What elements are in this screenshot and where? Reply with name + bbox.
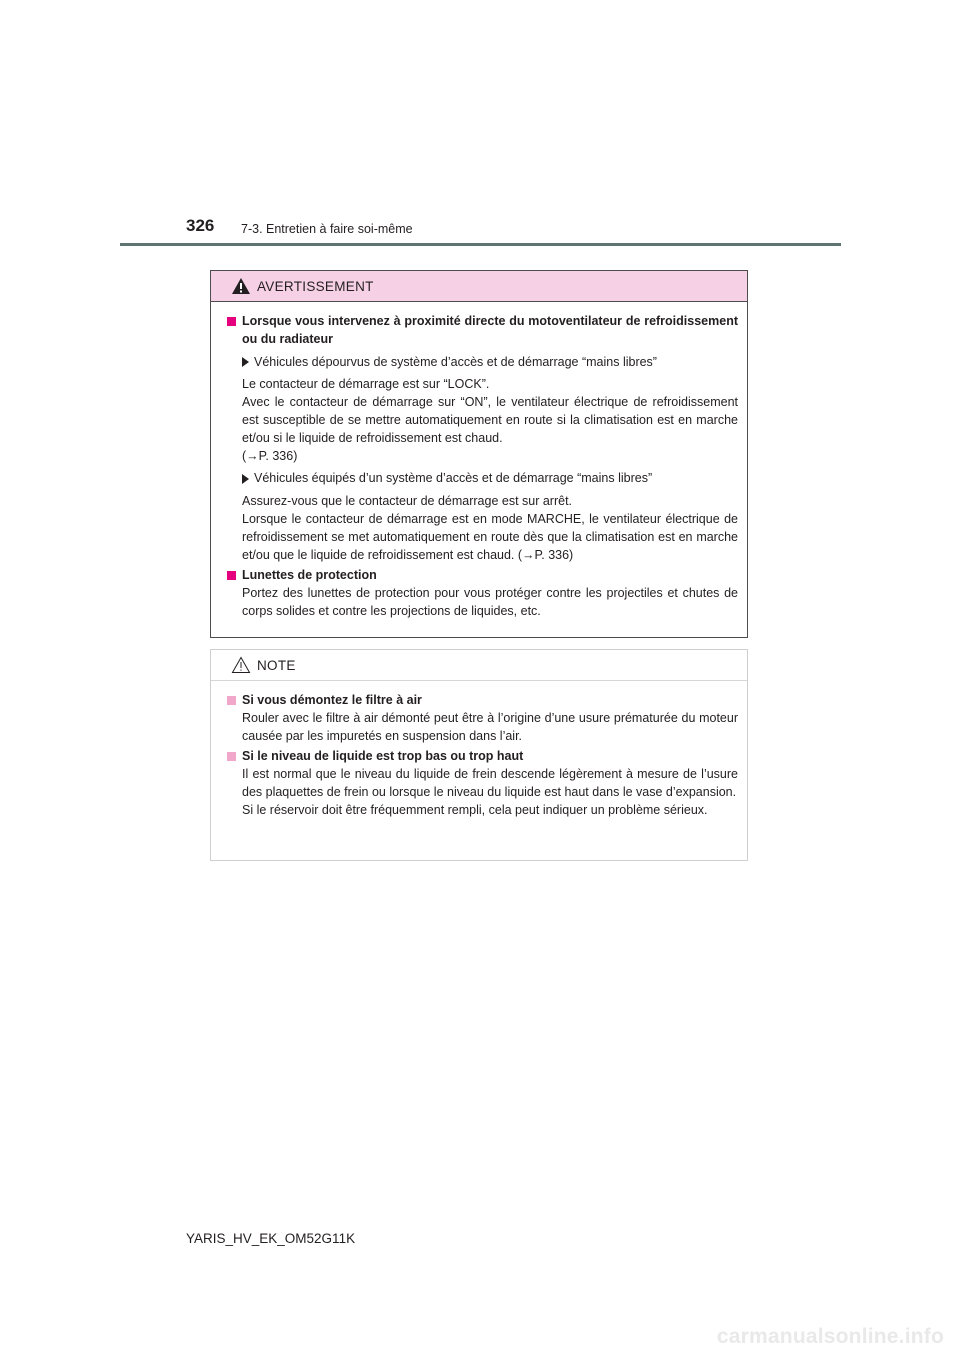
paragraph: Portez des lunettes de protection pour vous protéger contre les projectiles et chutes de corps solides et contre les projections de liquides, etc.	[242, 586, 738, 618]
note-item-title: Si vous démontez le filtre à air	[227, 692, 738, 710]
paragraph: Il est normal que le niveau du liquide de frein descende légèrement à mesure de l’usure des plaquettes de frein ou lorsque le niveau du liquide est haut dans le vase d’expansion. Si le réservoir doit être fréquemment rempli, cela peut indiquer un problème sérieux.	[242, 767, 738, 817]
warning-box	[210, 270, 748, 638]
square-bullet-icon	[227, 317, 236, 326]
warning-header	[211, 271, 747, 302]
note-body	[211, 681, 747, 820]
note-header	[211, 650, 747, 681]
sub-heading: Véhicules dépourvus de système d’accès et de démarrage “mains libres”	[227, 354, 738, 372]
section-title: 7-3. Entretien à faire soi-même	[241, 222, 413, 236]
square-bullet-icon	[227, 752, 236, 761]
warning-item-title: Lorsque vous intervenez à proximité directe du motoventilateur de refroidissement ou du radiateur	[227, 313, 738, 349]
note-item-title: Si le niveau de liquide est trop bas ou trop haut	[227, 748, 738, 766]
note-label: NOTE	[257, 657, 296, 673]
paragraph: Assurez-vous que le contacteur de démarrage est sur arrêt. Lorsque le contacteur de démarrage est en mode MARCHE, le ventilateur électrique de refroidissement se met automatiquement en route dès que la climatisation est en marche et/ou que le liquide de refroidissement est chaud. (→P. 336)	[242, 494, 738, 562]
paragraph: Rouler avec le filtre à air démonté peut être à l’origine d’une usure prématurée du moteur causée par les impuretés en suspension dans l’air.	[242, 710, 738, 743]
triangle-bullet-icon	[242, 357, 249, 367]
caution-triangle-icon	[231, 656, 251, 674]
square-bullet-icon	[227, 571, 236, 580]
warning-item-title: Lunettes de protection	[227, 567, 738, 585]
warning-triangle-icon	[231, 277, 251, 295]
watermark: carmanualsonline.info	[716, 1325, 944, 1348]
note-box	[210, 649, 748, 861]
warning-label: AVERTISSEMENT	[257, 278, 374, 294]
square-bullet-icon	[227, 696, 236, 705]
document-code: YARIS_HV_EK_OM52G11K	[186, 1231, 356, 1246]
page-number: 326	[186, 216, 215, 235]
paragraph: Le contacteur de démarrage est sur “LOCK”. Avec le contacteur de démarrage sur “ON”, le ventilateur électrique de refroidissement est susceptible de se mettre automatiquement en route si la climatisation est en marche et/ou si le liquide de refroidissement est chaud. (→P. 336)	[242, 377, 738, 463]
triangle-bullet-icon	[242, 474, 249, 484]
warning-body	[211, 302, 747, 621]
header-rule	[120, 243, 841, 246]
sub-heading: Véhicules équipés d’un système d’accès et de démarrage “mains libres”	[227, 470, 738, 488]
